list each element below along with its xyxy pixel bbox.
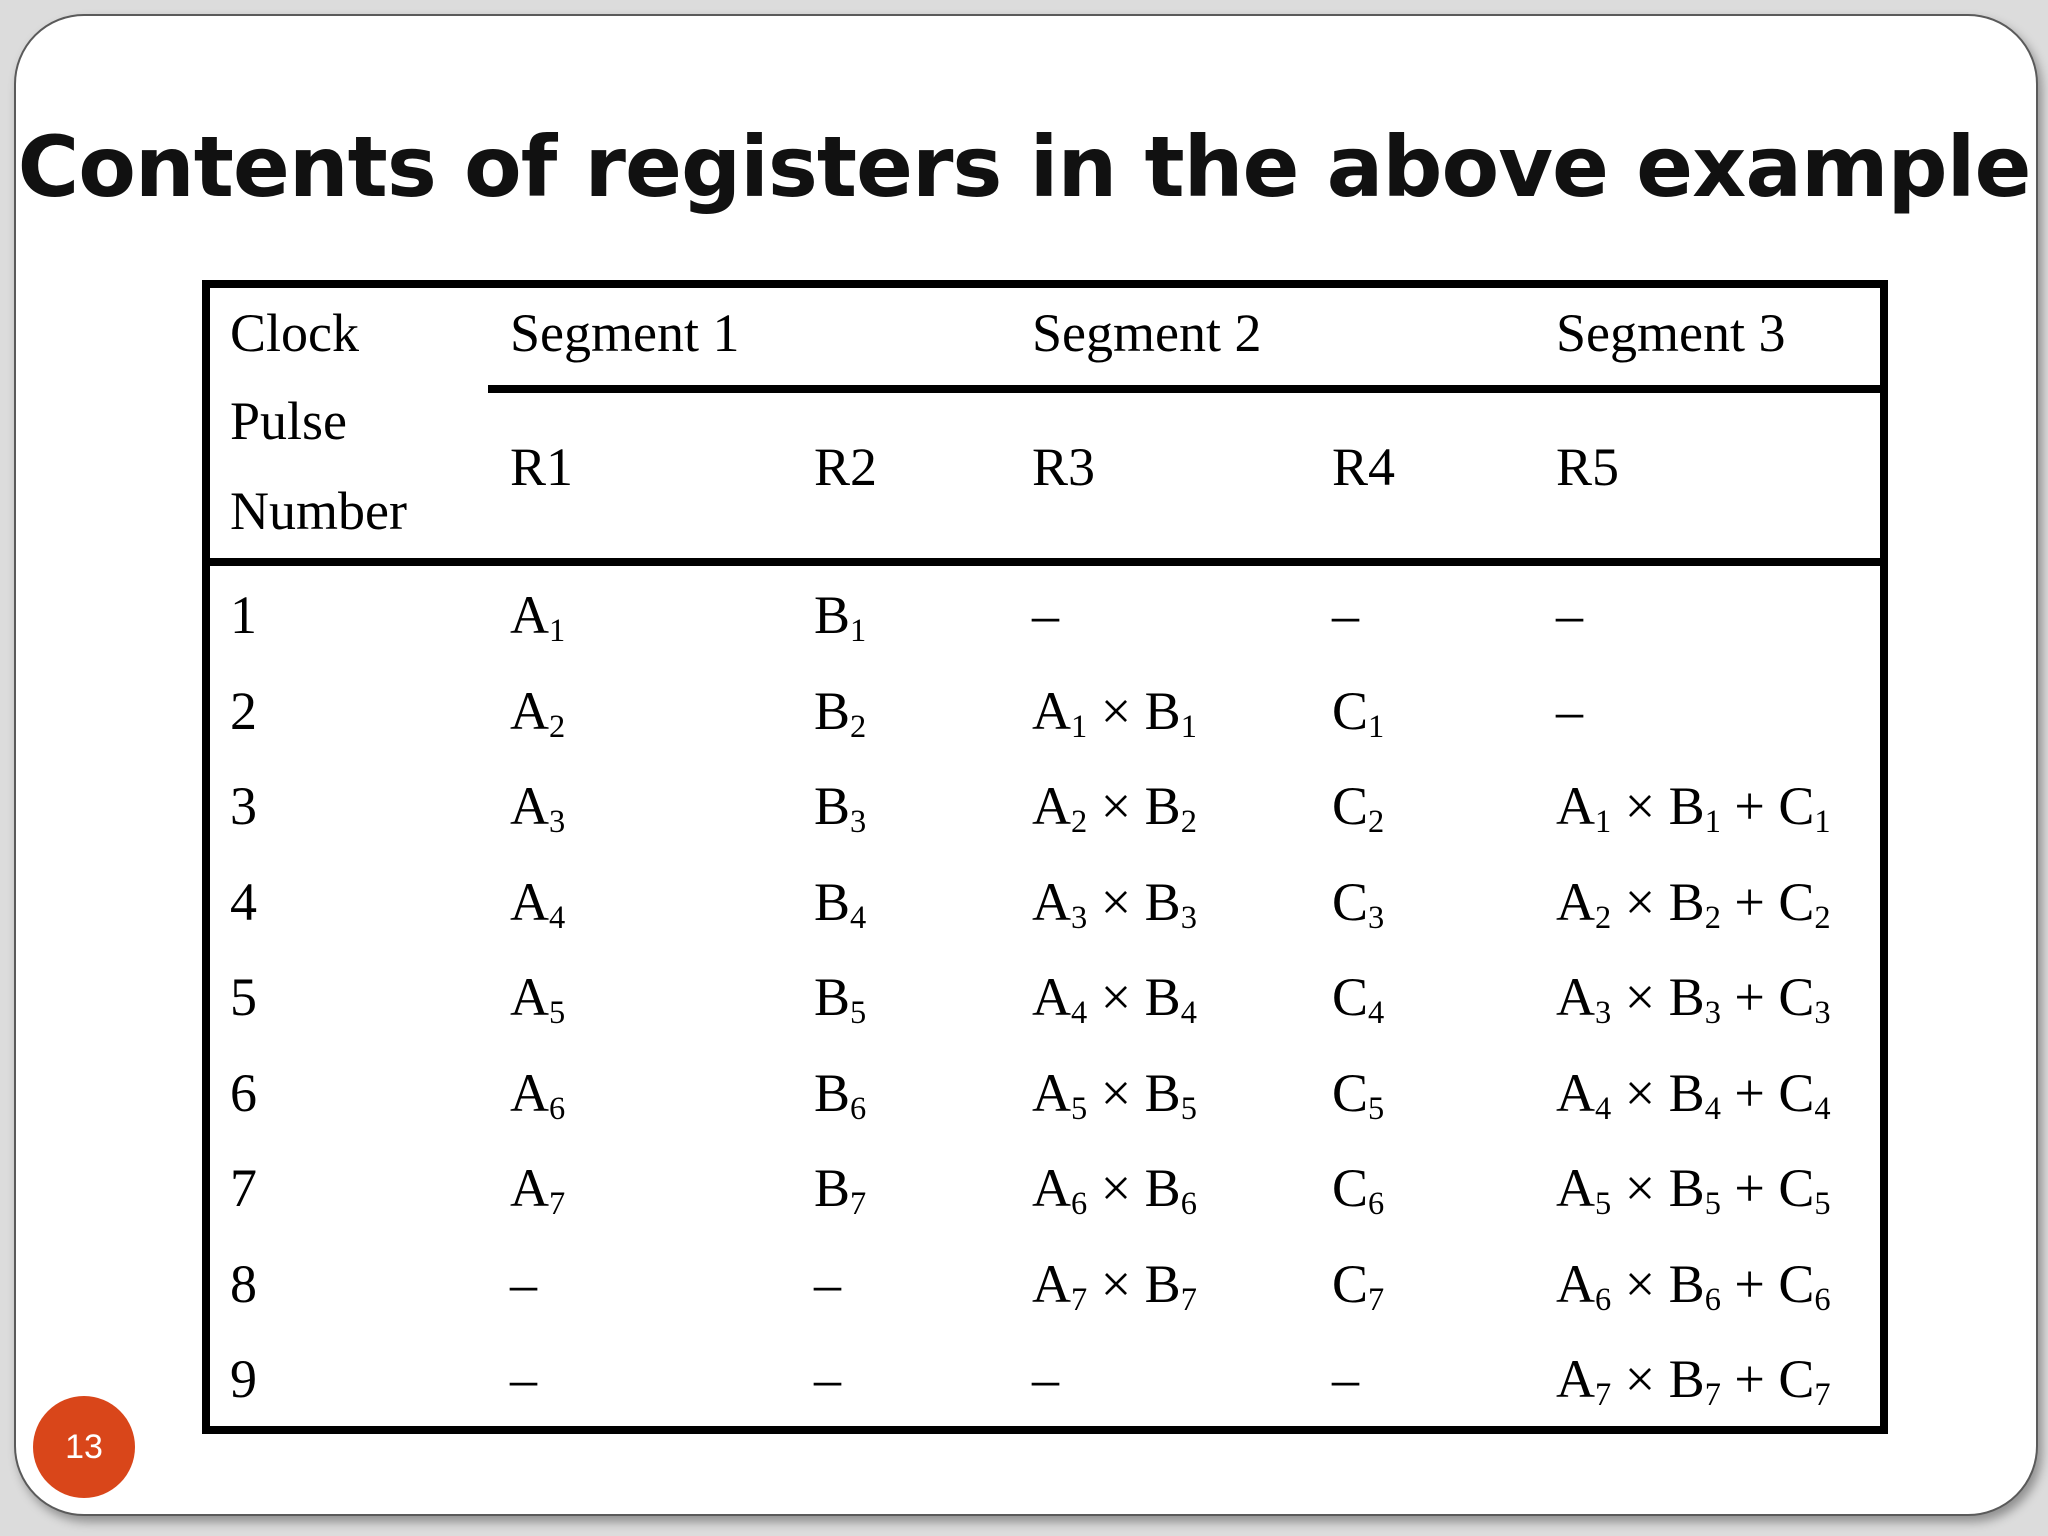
- table-cell-r1: $A_7$: [510, 1158, 566, 1223]
- table-cell-r2: $B_6$: [814, 1063, 867, 1128]
- header-register-r2: R2: [814, 437, 878, 497]
- table-cell-r2: –: [814, 1254, 841, 1314]
- table-cell-r4: $C_7$: [1332, 1254, 1385, 1319]
- segment-divider: [488, 385, 1888, 393]
- table-cell-r3: $A_7 \times B_7$: [1032, 1254, 1197, 1319]
- table-cell-r2: $B_2$: [814, 681, 867, 746]
- table-cell-clock: 8: [230, 1254, 257, 1314]
- header-clock-line-3: Number: [230, 481, 407, 541]
- table-cell-r1: –: [510, 1254, 537, 1314]
- header-clock-line-2: Pulse: [230, 391, 348, 451]
- table-cell-r4: $C_4$: [1332, 967, 1385, 1032]
- table-cell-r5: $A_4 \times B_4 + C_4$: [1556, 1063, 1831, 1128]
- table-cell-clock: 4: [230, 872, 257, 932]
- table-cell-clock: 1: [230, 585, 257, 645]
- table-cell-r3: –: [1032, 1349, 1059, 1409]
- table-cell-r1: $A_5$: [510, 967, 566, 1032]
- header-register-r3: R3: [1032, 437, 1096, 497]
- table-cell-r4: –: [1332, 585, 1359, 645]
- table-cell-r2: $B_4$: [814, 872, 867, 937]
- table-cell-r5: $A_2 \times B_2 + C_2$: [1556, 872, 1831, 937]
- table-cell-r3: $A_1 \times B_1$: [1032, 681, 1197, 746]
- table-cell-clock: 7: [230, 1158, 257, 1218]
- table-cell-r3: $A_2 \times B_2$: [1032, 776, 1197, 841]
- table-cell-r2: –: [814, 1349, 841, 1409]
- table-cell-clock: 6: [230, 1063, 257, 1123]
- table-cell-r2: $B_1$: [814, 585, 867, 650]
- header-clock-line-1: Clock: [230, 303, 359, 363]
- slide-number-badge: 13: [33, 1396, 135, 1498]
- header-register-r1: R1: [510, 437, 574, 497]
- table-cell-r1: $A_4$: [510, 872, 566, 937]
- table-cell-r3: –: [1032, 585, 1059, 645]
- table-cell-r2: $B_5$: [814, 967, 867, 1032]
- header-segment-2: Segment 2: [1032, 303, 1262, 363]
- table-cell-r4: $C_1$: [1332, 681, 1385, 746]
- table-cell-r5: $A_6 \times B_6 + C_6$: [1556, 1254, 1831, 1319]
- table-cell-clock: 2: [230, 681, 257, 741]
- table-cell-r3: $A_3 \times B_3$: [1032, 872, 1197, 937]
- table-cell-r5: –: [1556, 681, 1583, 741]
- table-cell-r4: –: [1332, 1349, 1359, 1409]
- table-cell-r1: $A_6$: [510, 1063, 566, 1128]
- slide-title: Contents of registers in the above example: [17, 118, 2031, 216]
- table-cell-r3: $A_6 \times B_6$: [1032, 1158, 1197, 1223]
- table-cell-r4: $C_3$: [1332, 872, 1385, 937]
- table-cell-r3: $A_4 \times B_4$: [1032, 967, 1197, 1032]
- table-cell-r5: $A_3 \times B_3 + C_3$: [1556, 967, 1831, 1032]
- table-cell-r1: $A_3$: [510, 776, 566, 841]
- table-cell-r4: $C_5$: [1332, 1063, 1385, 1128]
- table-cell-r2: $B_3$: [814, 776, 867, 841]
- header-register-r4: R4: [1332, 437, 1396, 497]
- table-cell-r5: $A_5 \times B_5 + C_5$: [1556, 1158, 1831, 1223]
- table-cell-clock: 5: [230, 967, 257, 1027]
- header-segment-3: Segment 3: [1556, 303, 1786, 363]
- table-cell-clock: 9: [230, 1349, 257, 1409]
- table-cell-r4: $C_6$: [1332, 1158, 1385, 1223]
- table-cell-r5: $A_7 \times B_7 + C_7$: [1556, 1349, 1831, 1414]
- table-cell-r5: $A_1 \times B_1 + C_1$: [1556, 776, 1831, 841]
- header-segment-1: Segment 1: [510, 303, 740, 363]
- table-cell-r2: $B_7$: [814, 1158, 867, 1223]
- header-divider: [210, 558, 1880, 566]
- table-cell-clock: 3: [230, 776, 257, 836]
- register-table: [202, 280, 1888, 1434]
- table-cell-r1: –: [510, 1349, 537, 1409]
- table-cell-r1: $A_2$: [510, 681, 566, 746]
- table-cell-r3: $A_5 \times B_5$: [1032, 1063, 1197, 1128]
- header-register-r5: R5: [1556, 437, 1620, 497]
- table-cell-r5: –: [1556, 585, 1583, 645]
- table-cell-r1: $A_1$: [510, 585, 566, 650]
- table-cell-r4: $C_2$: [1332, 776, 1385, 841]
